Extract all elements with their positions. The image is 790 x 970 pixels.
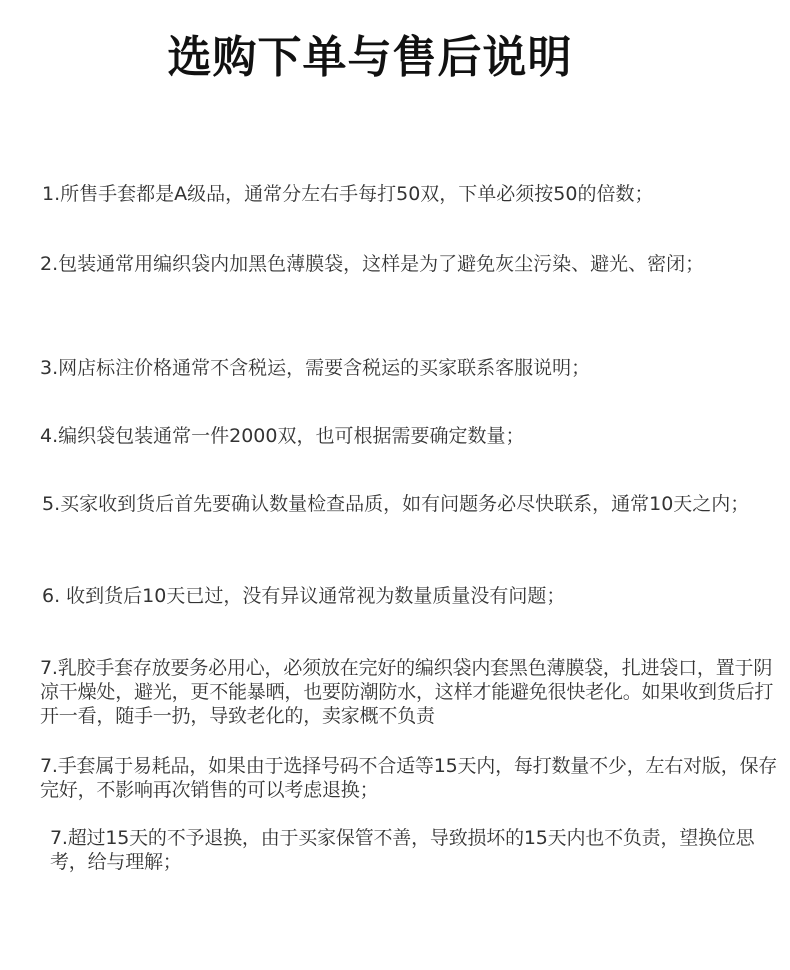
rule-item-4: 4.编织袋包装通常一件2000双，也可根据需要确定数量； xyxy=(40,425,525,447)
rule-item-7a: 7.乳胶手套存放要务必用心，必须放在完好的编织袋内套黑色薄膜袋，扎进袋口，置于阴凉干燥处，避光，更不能暴晒，也要防潮防水，这样才能避免很快老化。如果收到货后打开一看，随手一扔，导致老化的，卖家概不负责 xyxy=(40,657,774,727)
rule-item-2: 2.包装通常用编织袋内加黑色薄膜袋，这样是为了避免灰尘污染、避光、密闭； xyxy=(40,253,705,275)
rule-item-6: 6. 收到货后10天已过，没有异议通常视为数量质量没有问题； xyxy=(42,585,566,607)
page-title: 选购下单与售后说明 xyxy=(167,32,573,83)
rule-item-3: 3.网店标注价格通常不含税运，需要含税运的买家联系客服说明； xyxy=(40,357,591,379)
rule-item-7b: 7.手套属于易耗品，如果由于选择号码不合适等15天内，每打数量不少，左右对版，保存完好，不影响再次销售的可以考虑退换； xyxy=(40,755,778,801)
rule-item-1: 1.所售手套都是A级品，通常分左右手每打50双，下单必须按50的倍数； xyxy=(42,183,654,205)
rule-item-5: 5.买家收到货后首先要确认数量检查品质，如有问题务必尽快联系，通常10天之内； xyxy=(42,493,750,515)
rule-item-7c: 7.超过15天的不予退换，由于买家保管不善，导致损坏的15天内也不负责，望换位思考，给与理解； xyxy=(50,827,755,873)
